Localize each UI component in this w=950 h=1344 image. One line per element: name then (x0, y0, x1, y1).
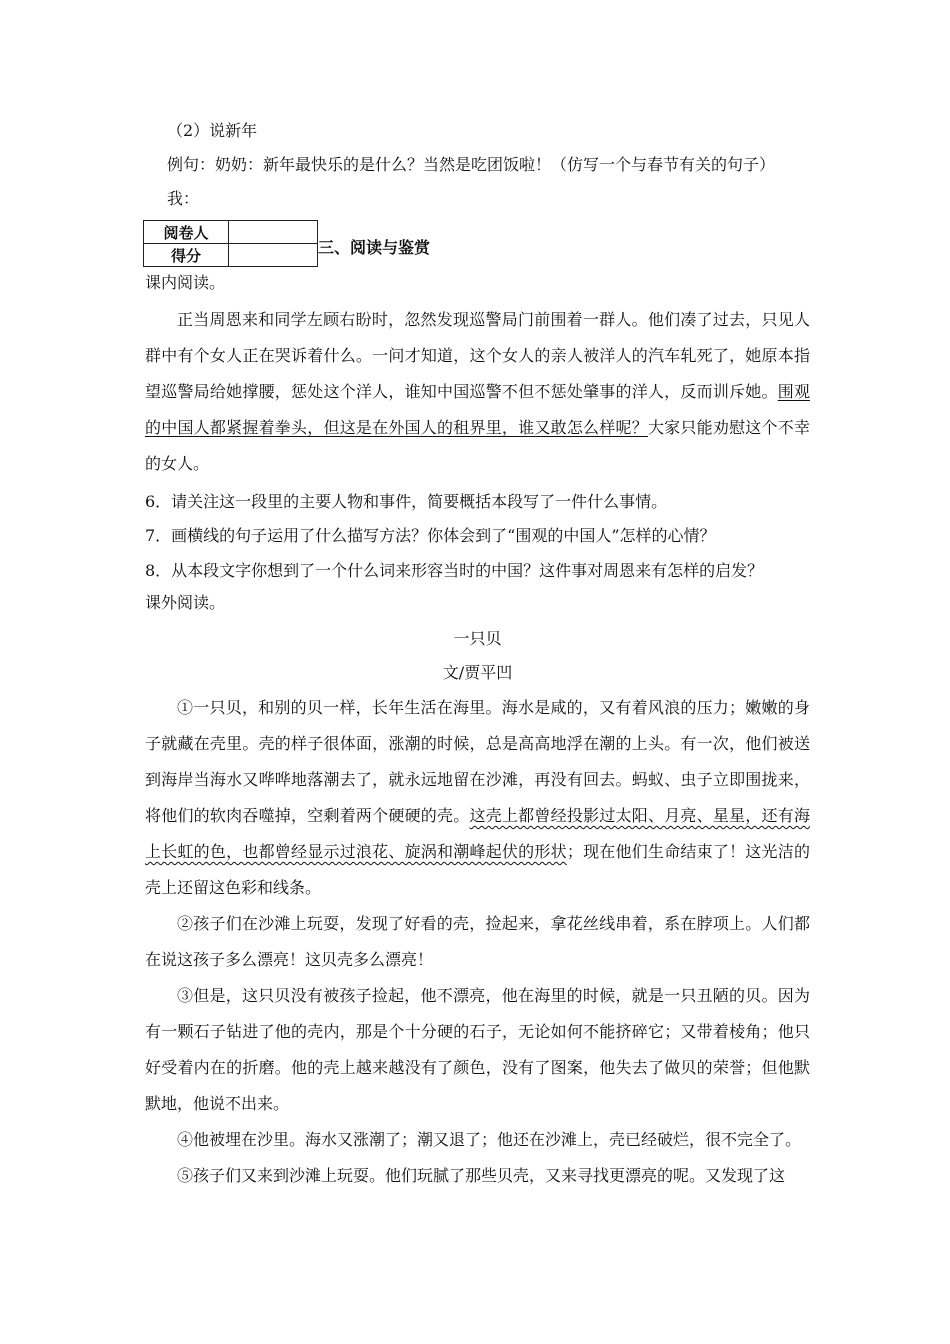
section2-example: 例句：奶奶：新年最快乐的是什么？当然是吃团饭啦！（仿写一个与春节有关的句子） (167, 155, 776, 174)
article-paragraph-2: ②孩子们在沙滩上玩耍，发现了好看的壳，捡起来，拿花丝线串着，系在脖项上。人们都在说这孩子多么漂亮！这贝壳多么漂亮！ (145, 914, 810, 969)
extra-reading-label: 课外阅读。 (145, 593, 226, 612)
article-paragraph-5: ⑤孩子们又来到沙滩上玩耍。他们玩腻了那些贝壳，又来寻找更漂亮的呢。又发现了这 (177, 1166, 786, 1185)
reviewer-value[interactable] (229, 221, 318, 244)
section2-me-label: 我： (167, 189, 200, 208)
p1-start: ①一只贝，和别的贝一样，长年生活在海里。海水是咸的，又有着风浪的压力；嫩嫩的身子就藏在壳里。壳的样子很体面，涨潮的时候，总是高高地浮在潮的上头。有一次，他们被送到海岸当海水又哗哗地落潮去了，就永远地留在沙滩，再没有回去。蚂蚁、虫子立即围拢来，将他们的软肉吞噬掉，空剩着两个硬硬的壳。 (145, 698, 810, 825)
in-class-passage (145, 302, 810, 482)
p1-wavy-sentence: 这壳上都曾经投影过太阳、月亮、星星，还有海上长虹的色，也都曾经显示过浪花、旋涡和潮峰起伏的形状 (145, 806, 810, 861)
article-title: 一只贝 (453, 629, 502, 648)
article-author: 文/贾平凹 (442, 663, 513, 682)
reviewer-label: 阅卷人 (144, 221, 229, 244)
section3-title: 三、阅读与鉴赏 (318, 238, 431, 257)
score-label: 得分 (144, 244, 229, 267)
score-table (143, 220, 318, 267)
question-8: 8．从本段文字你想到了一个什么词来形容当时的中国？这件事对周恩来有怎样的启发？ (145, 561, 764, 580)
p1-end: ；现在他们生命结束了！这光洁的壳上还留这色彩和线条。 (145, 842, 810, 897)
passage-end: 大家只能劝慰这个不幸的女人。 (145, 418, 810, 473)
question-6: 6．请关注这一段里的主要人物和事件，简要概括本段写了一件什么事情。 (145, 492, 668, 511)
score-value[interactable] (229, 244, 318, 267)
section2-heading: （2）说新年 (167, 121, 258, 140)
article-paragraph-4: ④他被埋在沙里。海水又涨潮了；潮又退了；他还在沙滩上，壳已经破烂，很不完全了。 (177, 1130, 802, 1149)
article-paragraph-1 (145, 690, 810, 906)
in-class-label: 课内阅读。 (145, 273, 226, 292)
passage-underlined-sentence: 围观的中国人都紧握着拳头，但这是在外国人的租界里，谁又敢怎么样呢？ (145, 382, 810, 437)
passage-start: 正当周恩来和同学左顾右盼时，忽然发现巡警局门前围着一群人。他们凑了过去，只见人群中有个女人正在哭诉着什么。一问才知道，这个女人的亲人被洋人的汽车轧死了，她原本指望巡警局给她撑腰，惩处这个洋人，谁知中国巡警不但不惩处肇事的洋人，反而训斥她。 (145, 310, 810, 401)
question-7: 7．画横线的句子运用了什么描写方法？你体会到了“围观的中国人”怎样的心情？ (145, 526, 716, 545)
article-paragraph-3: ③但是，这只贝没有被孩子捡起，他不漂亮，他在海里的时候，就是一只丑陋的贝。因为有一颗石子钻进了他的壳内，那是个十分硬的石子，无论如何不能挤碎它；又带着棱角；他只好受着内在的折磨。他的壳上越来越没有了颜色，没有了图案，他失去了做贝的荣誉；但他默默地，他说不出来。 (145, 986, 810, 1113)
